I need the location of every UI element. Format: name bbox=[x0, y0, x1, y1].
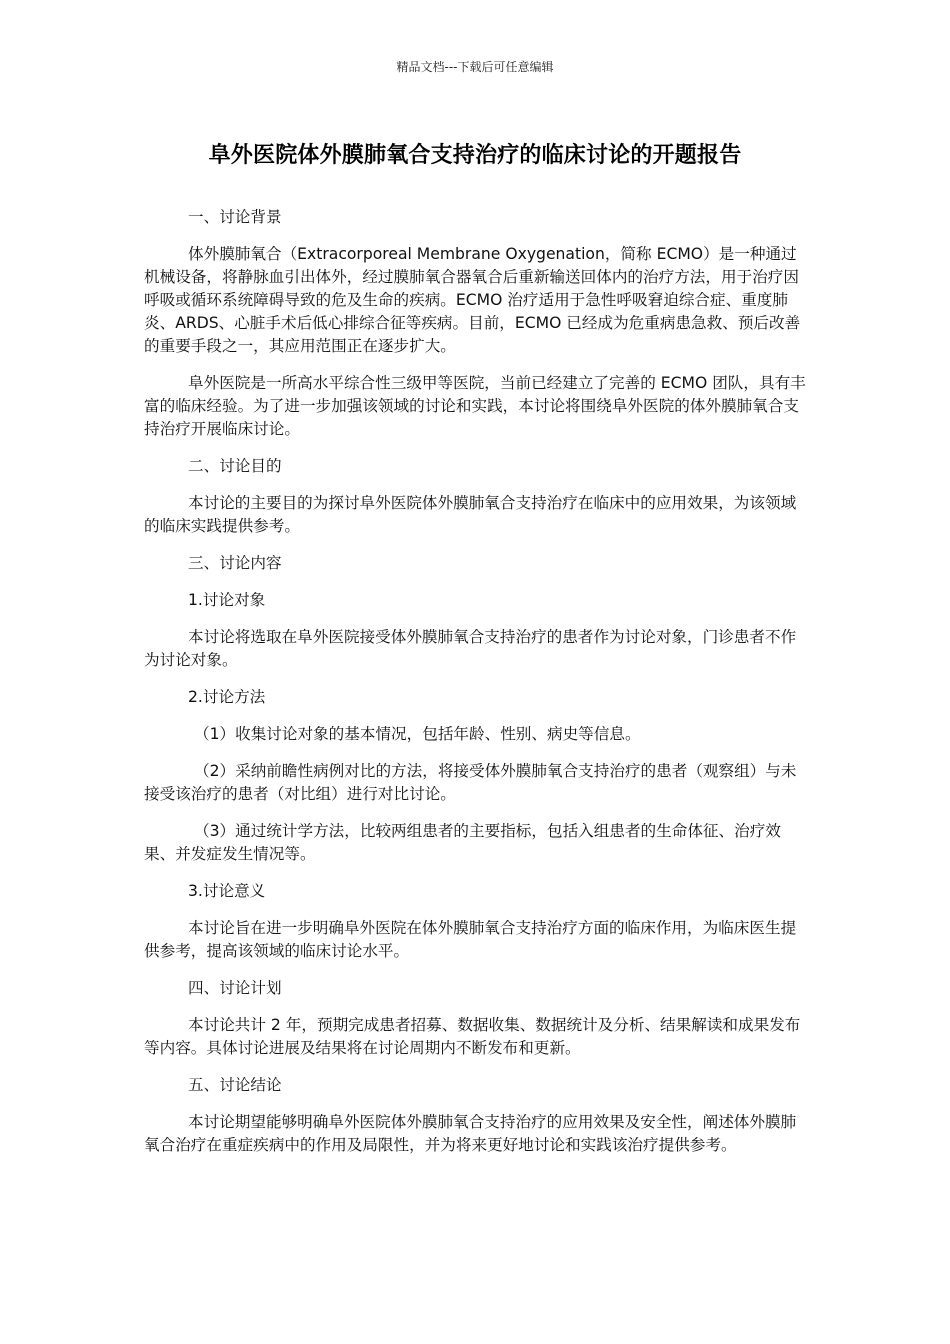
subheading-significance: 3.讨论意义 bbox=[188, 882, 266, 900]
section-heading-purpose: 二、讨论目的 bbox=[188, 457, 282, 475]
section-heading-conclusion: 五、讨论结论 bbox=[188, 1076, 282, 1094]
document-body bbox=[144, 206, 808, 1171]
paragraph-conclusion: 本讨论期望能够明确阜外医院体外膜肺氧合支持治疗的应用效果及安全性，阐述体外膜肺氧合治疗在重症疾病中的作用及局限性，并为将来更好地讨论和实践该治疗提供参考。 bbox=[144, 1113, 797, 1154]
paragraph-subjects: 本讨论将选取在阜外医院接受体外膜肺氧合支持治疗的患者作为讨论对象，门诊患者不作为讨论对象。 bbox=[144, 628, 797, 669]
page-header: 精品文档---下载后可任意编辑 bbox=[396, 60, 554, 74]
subheading-methods: 2.讨论方法 bbox=[188, 688, 266, 706]
method-item-2: （2）采纳前瞻性病例对比的方法，将接受体外膜肺氧合支持治疗的患者（观察组）与未接受该治疗的患者（对比组）进行对比讨论。 bbox=[144, 762, 797, 803]
paragraph-background-2: 阜外医院是一所高水平综合性三级甲等医院，当前已经建立了完善的 ECMO 团队，具有丰富的临床经验。为了进一步加强该领域的讨论和实践，本讨论将围绕阜外医院的体外膜肺氧合支持治疗开展临床讨论。 bbox=[144, 374, 806, 438]
section-heading-background: 一、讨论背景 bbox=[188, 208, 282, 226]
section-heading-plan: 四、讨论计划 bbox=[188, 979, 282, 997]
section-heading-content: 三、讨论内容 bbox=[188, 554, 282, 572]
paragraph-significance: 本讨论旨在进一步明确阜外医院在体外膜肺氧合支持治疗方面的临床作用，为临床医生提供参考，提高该领域的临床讨论水平。 bbox=[144, 919, 797, 960]
subheading-subjects: 1.讨论对象 bbox=[188, 591, 266, 609]
document-title: 阜外医院体外膜肺氧合支持治疗的临床讨论的开题报告 bbox=[208, 143, 742, 168]
method-item-3: （3）通过统计学方法，比较两组患者的主要指标，包括入组患者的生命体征、治疗效果、并发症发生情况等。 bbox=[144, 822, 781, 863]
paragraph-background-1: 体外膜肺氧合（Extracorporeal Membrane Oxygenation，简称 ECMO）是一种通过机械设备，将静脉血引出体外，经过膜肺氧合器氧合后重新输送回体内的治疗方法，用于治疗因呼吸或循环系统障碍导致的危及生命的疾病。ECMO 治疗适用于急性呼吸窘迫综合症、重度肺炎、ARDS、心脏手术后低心排综合征等疾病。目前，ECMO 已经成为危重病患急救、预后改善的重要手段之一，其应用范围正在逐步扩大。 bbox=[144, 245, 801, 355]
method-item-1: （1）收集讨论对象的基本情况，包括年龄、性别、病史等信息。 bbox=[194, 725, 641, 743]
paragraph-purpose: 本讨论的主要目的为探讨阜外医院体外膜肺氧合支持治疗在临床中的应用效果，为该领域的临床实践提供参考。 bbox=[144, 494, 797, 535]
paragraph-plan: 本讨论共计 2 年，预期完成患者招募、数据收集、数据统计及分析、结果解读和成果发布等内容。具体讨论进展及结果将在讨论周期内不断发布和更新。 bbox=[144, 1016, 801, 1057]
